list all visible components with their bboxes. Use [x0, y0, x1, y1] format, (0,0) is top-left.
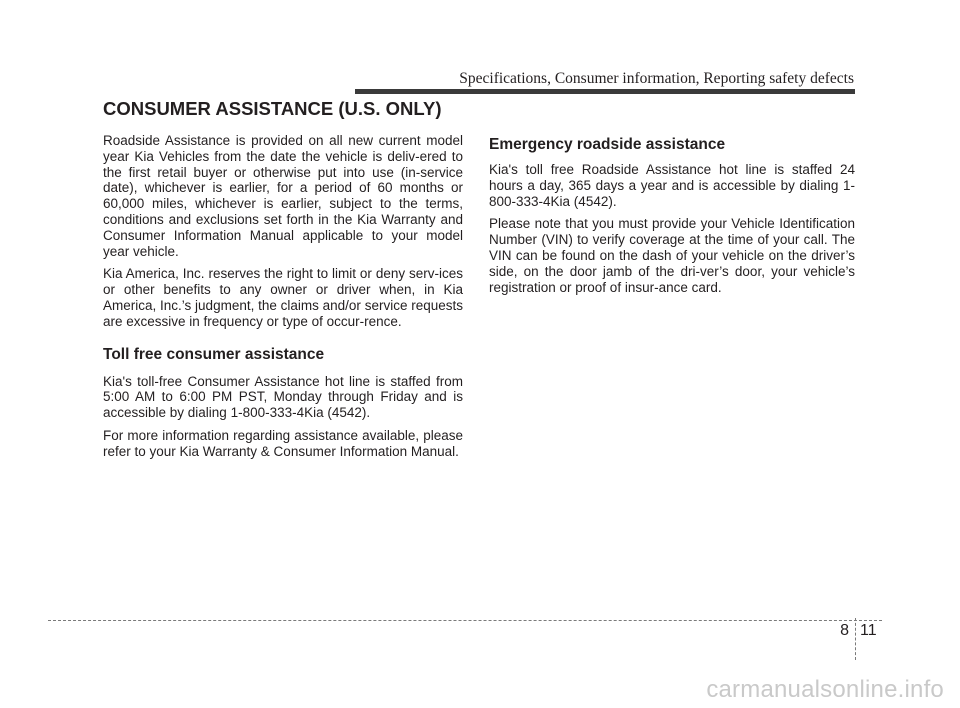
- watermark: carmanualsonline.info: [706, 676, 944, 703]
- header-bar: [355, 89, 855, 94]
- paragraph-kia-reserves: Kia America, Inc. reserves the right to limit or deny serv-ices or other benefits to any owner or driver when, in Kia America, Inc.’s judgment, the claims and/or service requests are excessive in frequency or type of occur-rence.: [103, 266, 463, 329]
- page-header-title: Specifications, Consumer information, Reporting safety defects: [459, 70, 854, 87]
- left-column: [103, 133, 463, 467]
- paragraph-roadside-coverage: Roadside Assistance is provided on all new current model year Kia Vehicles from the date the vehicle is deliv-ered to the first retail buyer or otherwise put into use (in-service date), whichever is earlier, for a period of 60 months or 60,000 miles, whichever is earlier, subject to the terms, conditions and exclusions set forth in the Kia Warranty and Consumer Information Manual applicable to your model year vehicle.: [103, 133, 463, 259]
- paragraph-more-information: For more information regarding assistance available, please refer to your Kia Warranty & Consumer Information Manual.: [103, 427, 463, 459]
- page-number: 11: [860, 622, 877, 639]
- page-chapter-number: 8: [840, 622, 849, 639]
- paragraph-roadside-hotline: Kia's toll free Roadside Assistance hot line is staffed 24 hours a day, 365 days a year and is accessible by dialing 1-800-333-4Kia (4542).: [489, 162, 855, 209]
- heading-emergency-roadside-assistance: Emergency roadside assistance: [489, 136, 726, 153]
- paragraph-toll-free-hotline: Kia's toll-free Consumer Assistance hot line is staffed from 5:00 AM to 6:00 PM PST, Monday through Friday and is accessible by dialing 1-800-333-4Kia (4542).: [103, 373, 463, 421]
- right-column: [489, 136, 855, 302]
- heading-toll-free-consumer-assistance: Toll free consumer assistance: [103, 345, 325, 363]
- footer-rule: [48, 620, 882, 621]
- page-number-divider: [855, 618, 856, 660]
- section-title: CONSUMER ASSISTANCE (U.S. ONLY): [103, 98, 442, 119]
- paragraph-vin-note: Please note that you must provide your Vehicle Identification Number (VIN) to verify coverage at the time of your call. The VIN can be found on the dash of your vehicle on the driver’s side, on the door jamb of the dri-ver’s door, your vehicle’s registration or proof of insur-ance card.: [489, 216, 855, 295]
